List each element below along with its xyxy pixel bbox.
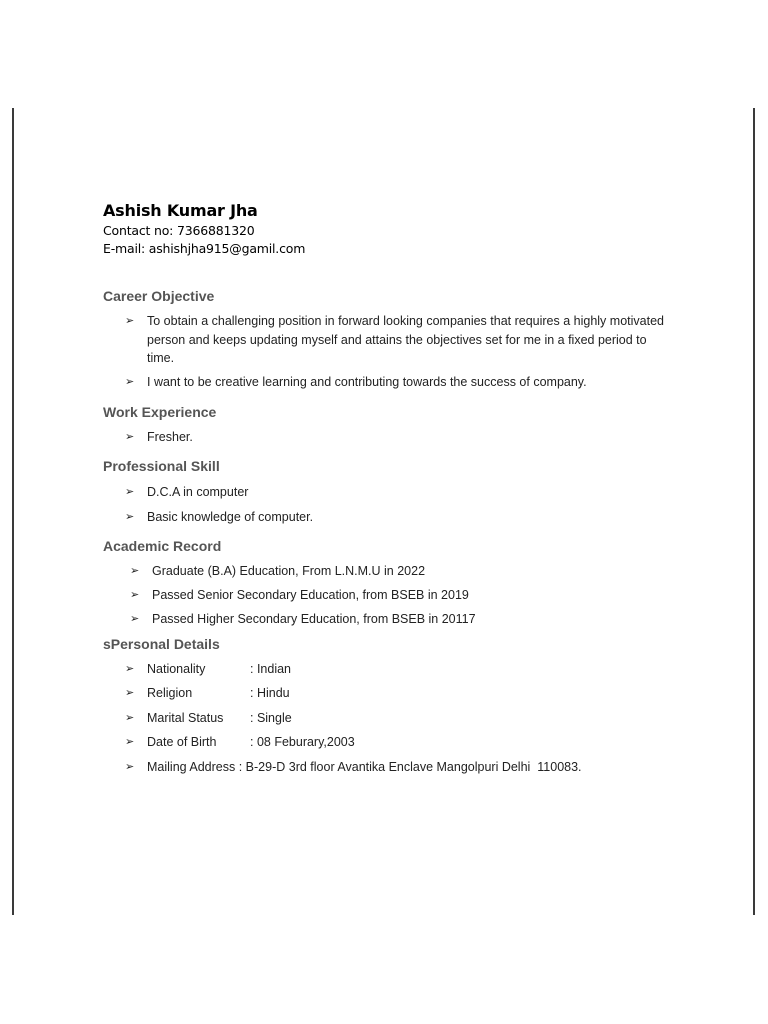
- arrow-bullet-icon: ➢: [125, 761, 135, 773]
- detail-label: Religion: [147, 686, 193, 700]
- arrow-bullet-icon: ➢: [125, 376, 135, 388]
- page-border-left: [12, 108, 14, 915]
- arrow-bullet-icon: ➢: [125, 486, 135, 498]
- arrow-bullet-icon: ➢: [130, 565, 140, 577]
- arrow-bullet-icon: ➢: [125, 736, 135, 748]
- contact-number: Contact no: 7366881320: [103, 223, 255, 238]
- detail-label: Mailing Address: [147, 760, 236, 774]
- resume-header: [103, 200, 305, 258]
- detail-value: : Single: [250, 711, 292, 725]
- arrow-bullet-icon: ➢: [125, 687, 135, 699]
- email-address: E-mail: ashishjha915@gamil.com: [103, 241, 306, 256]
- detail-value: : Hindu: [250, 686, 290, 700]
- page-border-right: [753, 108, 755, 915]
- list-item: ➢ Fresher.: [125, 428, 193, 447]
- detail-row: [125, 684, 290, 703]
- detail-value: : Indian: [250, 662, 292, 676]
- section-title-professional-skill: Professional Skill: [103, 458, 220, 474]
- detail-label: Nationality: [147, 662, 206, 676]
- candidate-name: Ashish Kumar Jha: [103, 201, 258, 220]
- arrow-bullet-icon: ➢: [125, 663, 135, 675]
- detail-row: [125, 758, 582, 777]
- detail-label: Marital Status: [147, 711, 224, 725]
- detail-row: [125, 660, 291, 679]
- detail-row: [125, 733, 355, 752]
- list-item: ➢ I want to be creative learning and contributing towards the success of company.: [125, 373, 665, 392]
- list-item: ➢ Passed Higher Secondary Education, from BSEB in 20117: [130, 610, 476, 629]
- detail-row: [125, 709, 292, 728]
- section-title-work-experience: Work Experience: [103, 404, 217, 420]
- arrow-bullet-icon: ➢: [130, 613, 140, 625]
- list-item: ➢ D.C.A in computer: [125, 483, 248, 502]
- section-title-career-objective: Career Objective: [103, 288, 215, 304]
- detail-value: : B-29-D 3rd floor Avantika Enclave Mangolpuri Delhi 110083.: [238, 760, 582, 774]
- arrow-bullet-icon: ➢: [125, 315, 135, 327]
- arrow-bullet-icon: ➢: [130, 589, 140, 601]
- arrow-bullet-icon: ➢: [125, 511, 135, 523]
- list-item: ➢ Passed Senior Secondary Education, from BSEB in 2019: [130, 586, 469, 605]
- section-title-personal-details: sPersonal Details: [103, 636, 220, 652]
- list-item: ➢ Basic knowledge of computer.: [125, 508, 313, 527]
- section-title-academic-record: Academic Record: [103, 538, 222, 554]
- detail-label: Date of Birth: [147, 735, 217, 749]
- detail-value: : 08 Feburary,2003: [250, 735, 355, 749]
- list-item: ➢ To obtain a challenging position in forward looking companies that requires a highly motivated person and keeps updating myself and attains the objectives set for me in a fixed period to time.: [125, 314, 664, 365]
- list-item: ➢ Graduate (B.A) Education, From L.N.M.U in 2022: [130, 562, 425, 581]
- arrow-bullet-icon: ➢: [125, 712, 135, 724]
- arrow-bullet-icon: ➢: [125, 431, 135, 443]
